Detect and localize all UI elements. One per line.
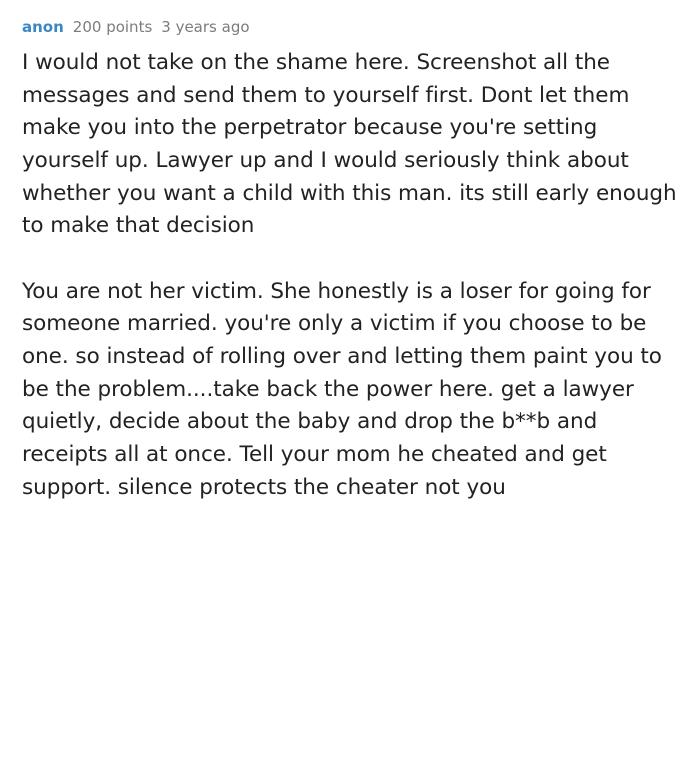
comment-paragraph: I would not take on the shame here. Screenshot all the messages and send them to yourself first. Dont let them make you into the perpetrator because you're setting yourself up. Lawyer up and I would seriously think about whether you want a child with this man. its still early enough to make that decision xyxy=(22,50,677,239)
comment-paragraph: You are not her victim. She honestly is a loser for going for someone married. you're only a victim if you choose to be one. so instead of rolling over and letting them paint you to be the problem....take back the power here. get a lawyer quietly, decide about the baby and drop the b**b and receipts all at once. Tell your mom he cheated and get support. silence protects the cheater not you xyxy=(22,278,662,500)
comment-meta xyxy=(22,18,678,36)
comment-timestamp: 3 years ago xyxy=(161,18,250,36)
comment-body xyxy=(22,47,678,504)
comment-points: 200 points xyxy=(72,18,153,36)
comment-author[interactable]: anon xyxy=(22,18,64,36)
